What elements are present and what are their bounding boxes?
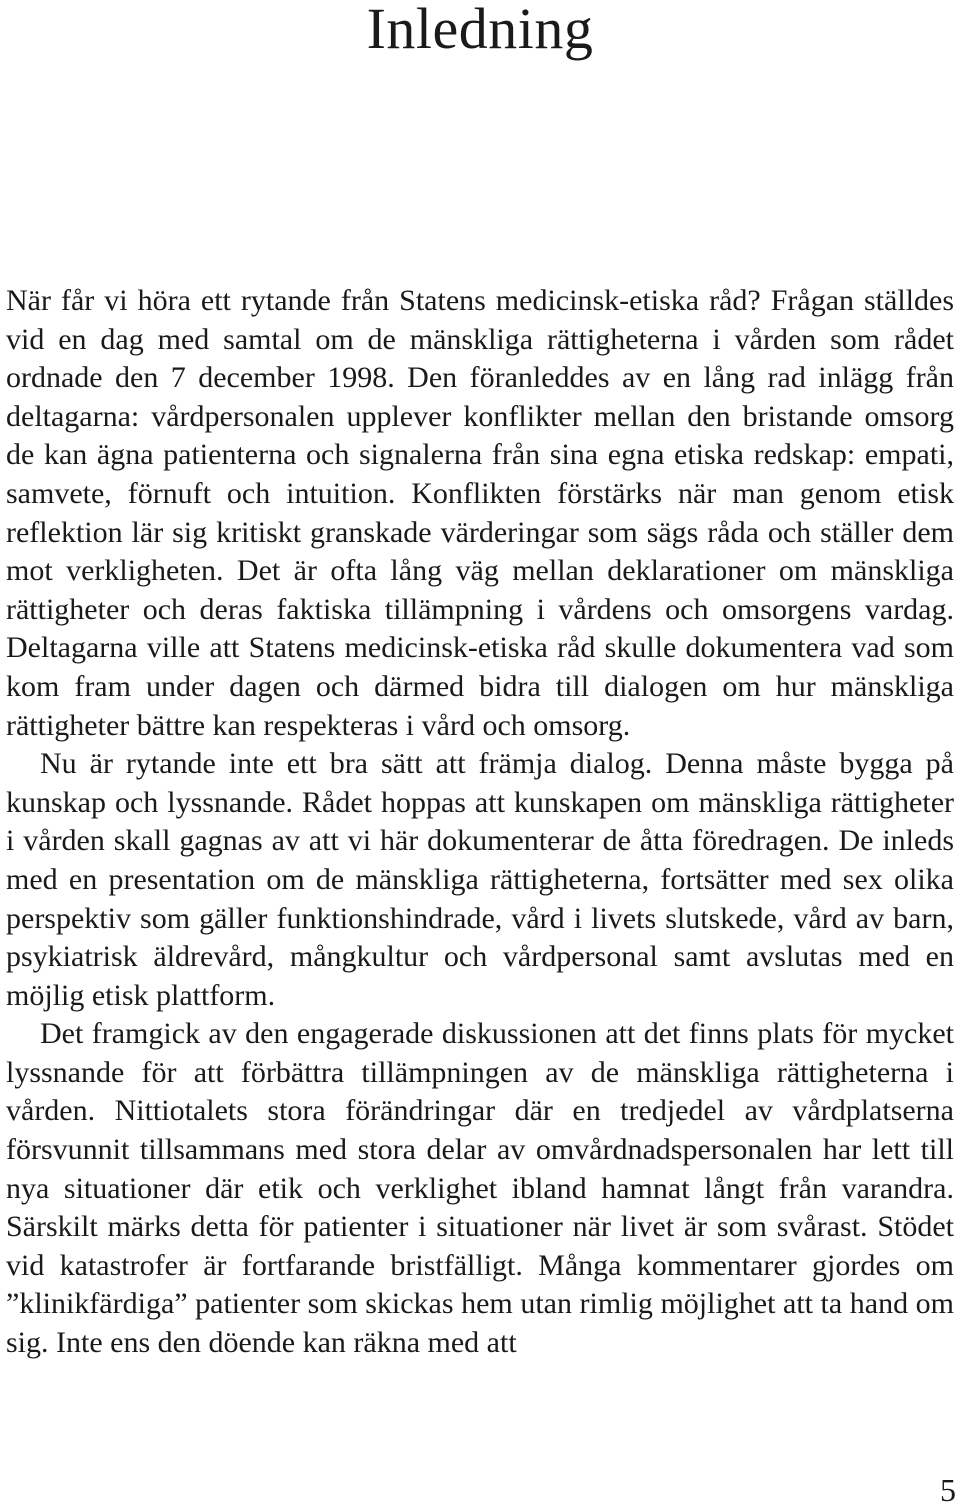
paragraph-2: Nu är rytande inte ett bra sätt att främja dialog. Denna måste bygga på kunskap och lyssnande. Rådet hoppas att kunskapen om mänskliga rättigheter i vården skall gagnas av att vi här dokumenterar de åtta föredragen. De inleds med en presentation om de mänskliga rättigheterna, fortsätter med sex olika perspektiv som gäller funktionshindrade, vård i livets slutskede, vård av barn, psykiatrisk äldrevård, mångkultur och vårdpersonal samt avslutas med en möjlig etisk plattform. [6, 747, 954, 1012]
page-number: 5 [940, 1472, 956, 1508]
body-text [6, 282, 954, 1363]
page-title: Inledning [366, 0, 594, 61]
paragraph-1: När får vi höra ett rytande från Statens medicinsk-etiska råd? Frågan ställdes vid en dag med samtal om de mänskliga rättigheterna i vården som rådet ordnade den 7 december 1998. Den föranleddes av en lång rad inlägg från deltagarna: vårdpersonalen upplever konflikter mellan den bristande omsorg de kan ägna patienterna och signalerna från sina egna etiska redskap: empati, samvete, förnuft och intuition. Konflikten förstärks när man genom etisk reflektion lär sig kritiskt granskade värderingar som sägs råda och ställer dem mot verkligheten. Det är ofta lång väg mellan deklarationer om mänskliga rättigheter och deras faktiska tillämpning i vårdens och omsorgens vardag. Deltagarna ville att Statens medicinsk-etiska råd skulle dokumentera vad som kom fram under dagen och därmed bidra till dialogen om hur mänskliga rättigheter bättre kan respekteras i vård och omsorg. [6, 284, 954, 742]
paragraph-3: Det framgick av den engagerade diskussionen att det finns plats för mycket lyssnande för att förbättra tillämpningen av de mänskliga rättigheterna i vården. Nittiotalets stora förändringar där en tredjedel av vårdplatserna försvunnit tillsammans med stora delar av omvårdnadspersonalen har lett till nya situationer där etik och verklighet ibland hamnat långt från varandra. Särskilt märks detta för patienter i situationer när livet är som svårast. Stödet vid katastrofer är fortfarande bristfälligt. Många kommentarer gjordes om ”klinikfärdiga” patienter som skickas hem utan rimlig möjlighet att ta hand om sig. Inte ens den döende kan räkna med att [6, 1017, 954, 1360]
